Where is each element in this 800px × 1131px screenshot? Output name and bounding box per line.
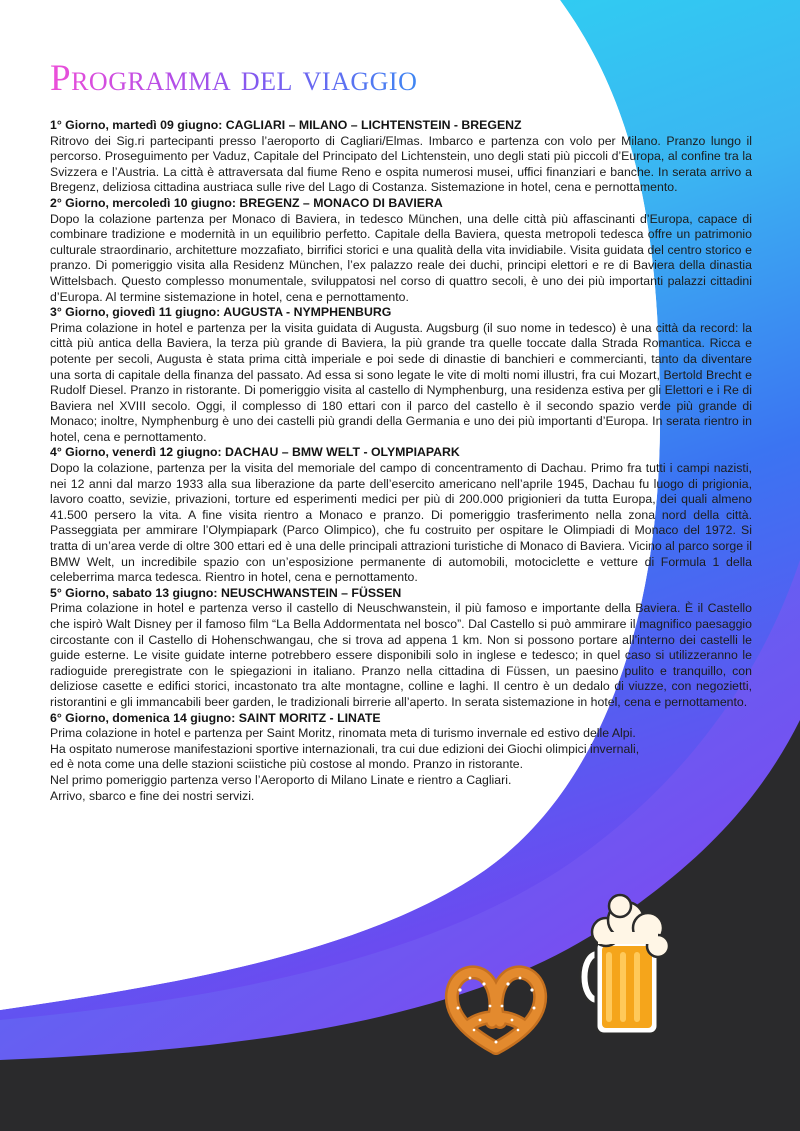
pretzel-icon bbox=[440, 956, 552, 1060]
description-line: Arrivo, sbarco e fine dei nostri servizi. bbox=[50, 788, 255, 803]
description-line: ed è nota come una delle stazioni sciistiche più costose al mondo. Pranzo in ristorante. bbox=[50, 757, 524, 772]
beer-mug-icon bbox=[576, 892, 676, 1040]
description-line: Nel primo pomeriggio partenza verso l’Aeroporto di Milano Linate e rientro a Cagliari. bbox=[50, 772, 512, 787]
day-heading: 4° Giorno, venerdì 12 giugno: DACHAU – BMW WELT - OLYMPIAPARK bbox=[50, 445, 460, 460]
page-title: Programma del viaggio bbox=[50, 56, 417, 102]
day-heading: 1° Giorno, martedì 09 giugno: CAGLIARI – MILANO – LICHTENSTEIN - BREGENZ bbox=[50, 118, 522, 132]
day-1 bbox=[50, 118, 752, 196]
day-heading: 6° Giorno, domenica 14 giugno: SAINT MORITZ - LINATE bbox=[50, 710, 381, 725]
day-2 bbox=[50, 196, 752, 305]
day-description: Prima colazione in hotel e partenza verso il castello di Neuschwanstein, il più famoso e importante della Baviera. È il Castello che ispirò Walt Disney per il famoso film “La Bella Addormentata nel bosco”. Dal Castello si può ammirare il magnifico paesaggio circostante con il Castello di Hohenschwangau, che si trova ad appena 1 km. Non si possono portare all’interno dei castelli le guide esterne. Le visite guidate interne potrebbero essere disponibili solo in inglese e tedesco; in quel caso si utilizzeranno le radioguide preregistrate con le spiegazioni in italiano. Pranzo nella cittadina di Füssen, un paesino pulito e tranquillo, con deliziose casette e edifici storici, incastonato tra alte montagne, colline e laghi. Il centro è un dedalo di viuzze, con negozietti, ristorantini e gli immancabili beer garden, le tradizionali birrerie all’aperto. In serata sistemazione in hotel, cena e pernottamento. bbox=[50, 601, 752, 709]
description-line: Ha ospitato numerose manifestazioni sportive internazionali, tra cui due edizioni dei Giochi olimpici invernali, bbox=[50, 741, 640, 756]
day-6 bbox=[50, 711, 752, 805]
day-4 bbox=[50, 445, 752, 585]
itinerary bbox=[50, 118, 752, 804]
day-description: Dopo la colazione partenza per Monaco di Baviera, in tedesco München, una delle città più affascinanti d’Europa, capace di combinare tradizione e modernità in un equilibrio perfetto. Capitale della Baviera, questa metropoli tedesca offre un patrimonio culturale straordinario, architetture mozzafiato, birrifici storici e una qualità della vita invidiabile. Visita guidata del centro storico e pranzo. Di pomeriggio visita alla Residenz München, l’ex palazzo reale dei duchi, principi elettori e re di Baviera della dinastia Wittelsbach. Questo complesso monumentale, sviluppatosi nel corso di quattro secoli, è uno dei più importanti palazzi cittadini d’Europa. Al termine sistemazione in hotel, cena e pernottamento. bbox=[50, 211, 752, 304]
day-heading: 5° Giorno, sabato 13 giugno: NEUSCHWANSTEIN – FÜSSEN bbox=[50, 585, 402, 600]
day-3 bbox=[50, 305, 752, 445]
day-heading: 3° Giorno, giovedì 11 giugno: AUGUSTA - NYMPHENBURG bbox=[50, 305, 392, 320]
day-description: Ritrovo dei Sig.ri partecipanti presso l’aeroporto di Cagliari/Elmas. Imbarco e partenza con volo per Milano. Pranzo lungo il percorso. Proseguimento per Vaduz, Capitale del Principato del Lichtenstein, uno degli stati più piccoli d’Europa, al confine tra la Svizzera e l’Austria. La città è attraversata dal fiume Reno e ospita numerosi musei, uffici finanziari e banche. In serata arrivo a Bregenz, deliziosa cittadina austriaca sulle rive del Lago di Costanza. Sistemazione in hotel, cena e pernottamento. bbox=[50, 133, 752, 195]
day-heading: 2° Giorno, mercoledì 10 giugno: BREGENZ – MONACO DI BAVIERA bbox=[50, 195, 443, 210]
day-description bbox=[50, 726, 752, 804]
description-line: Prima colazione in hotel e partenza per Saint Moritz, rinomata meta di turismo invernale ed estivo delle Alpi. bbox=[50, 726, 636, 741]
day-5 bbox=[50, 586, 752, 711]
day-description: Prima colazione in hotel e partenza per la visita guidata di Augusta. Augsburg (il suo nome in tedesco) è una città da record: la città più antica della Baviera, la terza più grande di Baviera, la più grande tra quelle toccate dalla Strada Romantica. Ricca e potente per secoli, Augusta è stata prima città imperiale e poi sede di dinastie di banchieri e commercianti, tanto da diventare una sorta di capitale della finanza del passato. Ad essa si sono legate le vite di molti nomi illustri, fra cui Mozart, Bertold Brecht e Rudolf Diesel. Pranzo in ristorante. Di pomeriggio visita al castello di Nymphenburg, una residenza estiva per gli Elettori e i Re di Baviera nel XVIII secolo. Oggi, il complesso di 180 ettari con il parco del castello è il secondo spazio verde più grande di Monaco; inoltre, Nymphenburg è uno dei castelli più grandi della Germania e uno dei più importanti d’Europa. In serata rientro in hotel, cena e pernottamento. bbox=[50, 320, 752, 444]
day-description: Dopo la colazione, partenza per la visita del memoriale del campo di concentramento di Dachau. Primo fra tutti i campi nazisti, nei 12 anni dal marzo 1933 alla sua liberazione da parte dell’esercito americano nell’aprile 1945, Dachau fu luogo di prigionia, lavoro coatto, sevizie, privazioni, torture ed esperimenti medici per più di 200.000 prigionieri da tutta Europa, dei quali almeno 41.500 persero la vita. A fine visita rientro a Monaco e pranzo. Di pomeriggio trasferimento nella zona nord della città. Passeggiata per ammirare l’Olympiapark (Parco Olimpico), che fu costruito per ospitare le Olimpiadi di Monaco del 1972. Si tratta di un’area verde di oltre 300 ettari ed è una delle principali attrazioni turistiche di Monaco di Baviera. Vicino al parco sorge il BMW Welt, un incredibile spazio con un’esposizione permanente di automobili, motociclette e vetture di Formula 1 della celeberrima marca tedesca. Rientro in hotel, cena e pernottamento. bbox=[50, 461, 752, 585]
